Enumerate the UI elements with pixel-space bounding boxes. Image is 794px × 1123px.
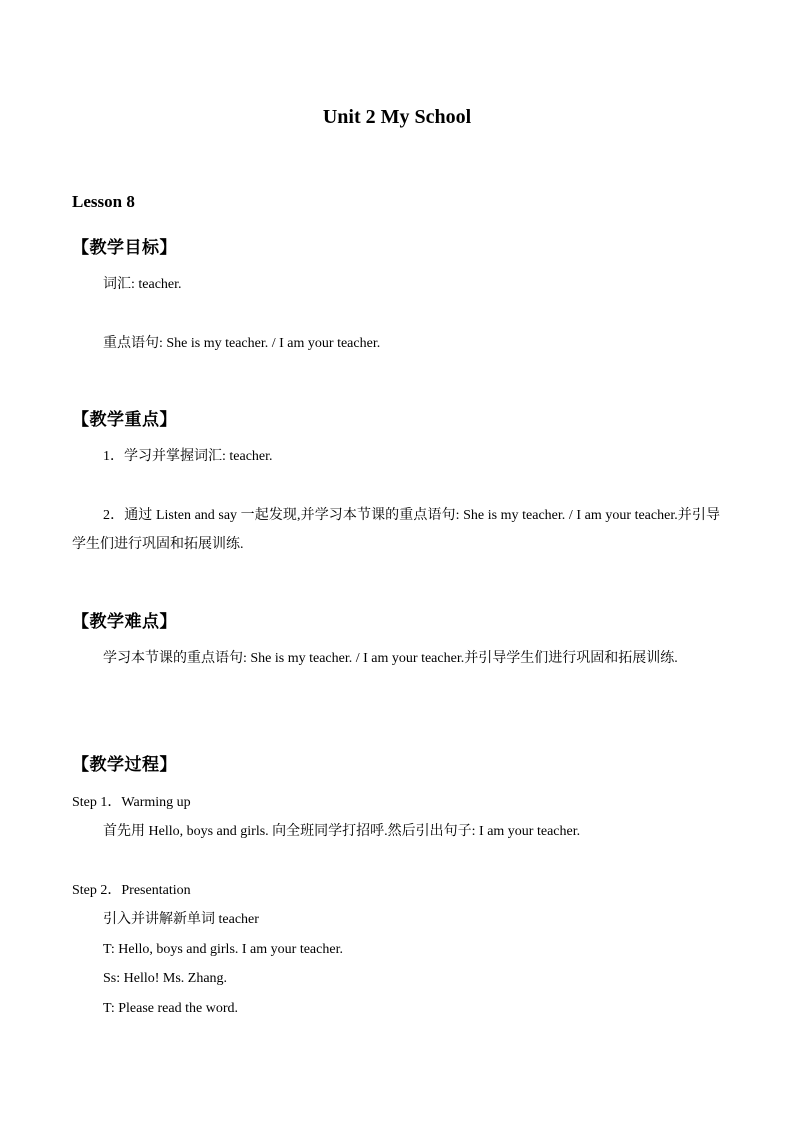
key-point-item-2: 2．通过 Listen and say 一起发现,并学习本节课的重点语句: She is my teacher. / I am your teacher.并引导学生们进行巩固和拓展训练.	[72, 508, 720, 552]
process-heading: 【教学过程】	[72, 755, 177, 775]
key-point-item-1: 1．学习并掌握词汇: teacher.	[103, 449, 273, 464]
objectives-heading: 【教学目标】	[72, 238, 177, 258]
objectives-sentences: 重点语句: She is my teacher. / I am your teacher.	[103, 336, 381, 351]
step2-title: Step 2．Presentation	[72, 883, 191, 898]
step2-line: T: Hello, boys and girls. I am your teacher.	[103, 942, 343, 957]
document-title: Unit 2 My School	[322, 106, 472, 128]
step2-line: T: Please read the word.	[103, 1001, 238, 1016]
lesson-heading: Lesson 8	[72, 192, 135, 211]
step2-line: 引入并讲解新单词 teacher	[103, 912, 259, 927]
step1-title: Step 1．Warming up	[72, 795, 191, 810]
objectives-vocab: 词汇: teacher.	[103, 277, 182, 292]
difficulties-heading: 【教学难点】	[72, 612, 177, 632]
step2-line: Ss: Hello! Ms. Zhang.	[103, 971, 228, 986]
key-points-heading: 【教学重点】	[72, 410, 177, 430]
difficulties-text: 学习本节课的重点语句: She is my teacher. / I am your teacher.并引导学生们进行巩固和拓展训练.	[103, 651, 678, 666]
step1-text: 首先用 Hello, boys and girls. 向全班同学打招呼.然后引出句子: I am your teacher.	[103, 824, 581, 839]
